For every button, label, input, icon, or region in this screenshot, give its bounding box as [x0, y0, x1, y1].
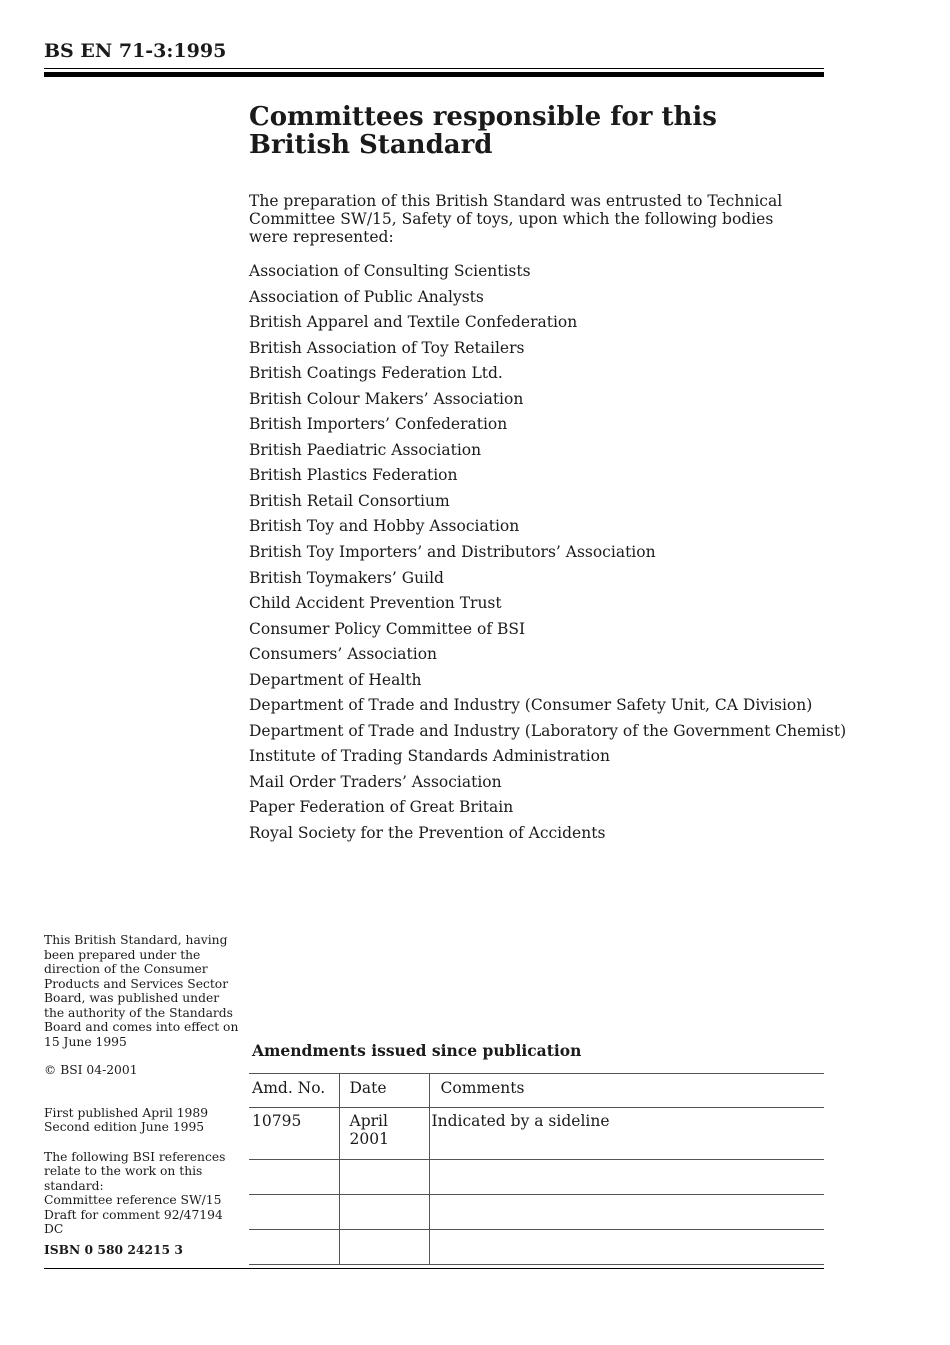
header-rule-thick — [44, 72, 824, 77]
column-header-comments: Comments — [429, 1074, 824, 1108]
title-line-1: Committees responsible for this — [249, 102, 717, 132]
list-item: Mail Order Traders’ Association — [249, 772, 502, 791]
list-item: Consumers’ Association — [249, 645, 438, 664]
list-item: Association of Public Analysts — [249, 287, 484, 306]
list-item: British Colour Makers’ Association — [249, 389, 524, 408]
table-row — [249, 1160, 824, 1195]
table-row — [249, 1108, 824, 1160]
list-item: Paper Federation of Great Britain — [249, 798, 514, 817]
amd-no-cell: 10795 — [249, 1108, 339, 1160]
list-item: Association of Consulting Scientists — [249, 262, 531, 280]
document-id: BS EN 71-3:1995 — [44, 40, 227, 62]
list-item: British Toy Importers’ and Distributors’ Association — [249, 543, 656, 562]
list-item: British Paediatric Association — [249, 440, 482, 459]
list-item: British Toymakers’ Guild — [249, 568, 444, 587]
list-item: British Association of Toy Retailers — [249, 338, 525, 357]
draft-reference: Draft for comment 92/47194 DC — [44, 1207, 223, 1236]
empty-cell — [429, 1195, 824, 1230]
second-edition: Second edition June 1995 — [44, 1120, 205, 1134]
publication-sidebar — [44, 933, 239, 1237]
empty-cell — [429, 1160, 824, 1195]
table-header-row — [249, 1074, 824, 1108]
amendments-table — [249, 1073, 824, 1265]
list-item: British Apparel and Textile Confederation — [249, 313, 578, 332]
empty-cell — [339, 1230, 429, 1265]
copyright-notice: © BSI 04-2001 — [44, 1063, 138, 1077]
empty-cell — [249, 1195, 339, 1230]
date-year: 2001 — [349, 1130, 389, 1148]
list-item: British Plastics Federation — [249, 466, 458, 485]
column-header-date: Date — [339, 1074, 429, 1108]
first-published: First published April 1989 — [44, 1105, 209, 1120]
list-item: British Coatings Federation Ltd. — [249, 364, 503, 383]
footer-rule — [44, 1268, 824, 1269]
list-item: Child Accident Prevention Trust — [249, 594, 502, 613]
bsi-references-intro: The following BSI references relate to the work on this standard: — [44, 1149, 226, 1193]
publication-statement: This British Standard, having been prepared under the direction of the Consumer Products and Services Sector Board, was published under the authority of the Standards Board and comes into effect on 15 June 1995 — [44, 933, 239, 1049]
list-item: British Retail Consortium — [249, 491, 450, 510]
empty-cell — [339, 1195, 429, 1230]
title-line-2: British Standard — [249, 130, 493, 160]
amendments-heading: Amendments issued since publication — [252, 1041, 582, 1060]
list-item: Department of Trade and Industry (Laboratory of the Government Chemist) — [249, 721, 847, 740]
table-row — [249, 1230, 824, 1265]
header-rule-thin — [44, 68, 824, 69]
committee-reference: Committee reference SW/15 — [44, 1193, 222, 1207]
empty-cell — [249, 1160, 339, 1195]
column-header-amd-no: Amd. No. — [249, 1074, 339, 1108]
represented-bodies-list — [249, 259, 846, 847]
table-row — [249, 1195, 824, 1230]
date-cell — [339, 1108, 429, 1160]
page-title — [249, 103, 809, 159]
list-item: British Toy and Hobby Association — [249, 517, 520, 536]
list-item: Department of Trade and Industry (Consumer Safety Unit, CA Division) — [249, 696, 813, 715]
empty-cell — [339, 1160, 429, 1195]
intro-paragraph: The preparation of this British Standard was entrusted to Technical Committee SW/15, Safety of toys, upon which the following bodies were represented: — [249, 192, 783, 246]
list-item: Royal Society for the Prevention of Accidents — [249, 824, 606, 843]
isbn: ISBN 0 580 24215 3 — [44, 1242, 183, 1257]
list-item: Department of Health — [249, 670, 422, 689]
list-item: Institute of Trading Standards Administration — [249, 747, 610, 766]
list-item: Consumer Policy Committee of BSI — [249, 619, 526, 638]
list-item: British Importers’ Confederation — [249, 415, 508, 434]
empty-cell — [249, 1230, 339, 1265]
comments-cell: Indicated by a sideline — [429, 1108, 824, 1160]
empty-cell — [429, 1230, 824, 1265]
date-month: April — [349, 1112, 388, 1130]
